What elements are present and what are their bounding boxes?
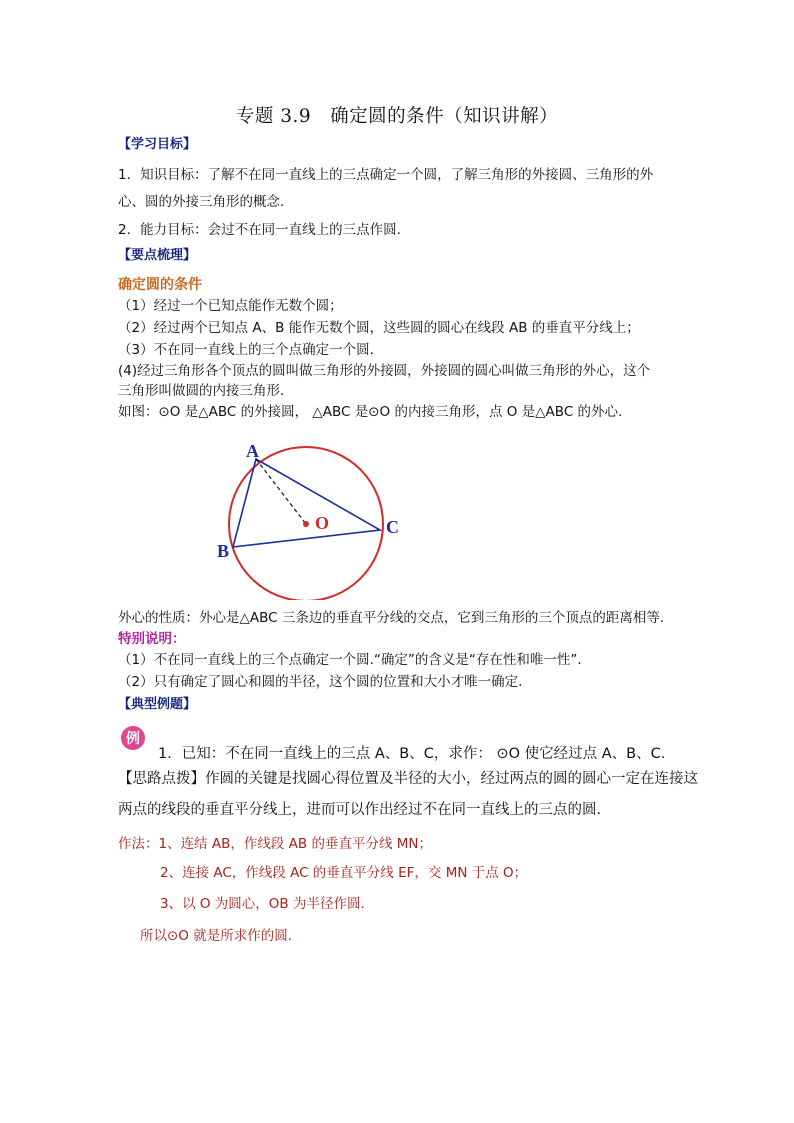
- examples-header: 【典型例题】: [118, 697, 197, 712]
- goal-line-1: 1．知识目标：了解不在同一直线上的三点确定一个圆，了解三角形的外接圆、三角形的外: [118, 167, 654, 183]
- keypoint-item-2: （2）经过两个已知点 A、B 能作无数个圆，这些圆的圆心在线段 AB 的垂直平分线上；: [118, 320, 640, 336]
- method-step-2: 2、连接 AC，作线段 AC 的垂直平分线 EF，交 MN 于点 O；: [160, 865, 528, 881]
- special-note-1: （1）不在同一直线上的三个点确定一个圆.“确定”的含义是“存在性和唯一性”.: [118, 652, 582, 668]
- special-notes-heading: 特别说明：: [118, 631, 186, 647]
- label-c: C: [386, 517, 399, 537]
- method-step-3: 3、以 O 为圆心，OB 为半径作圆.: [160, 896, 365, 912]
- keypoints-header: 【要点梳理】: [118, 248, 197, 263]
- circumcircle-diagram: [210, 436, 426, 600]
- circumcenter-property: 外心的性质：外心是△ABC 三条边的垂直平分线的交点，它到三角形的三个顶点的距离相等.: [118, 610, 665, 626]
- hint-line-1: 【思路点拨】作圆的关键是找圆心得位置及半径的大小，经过两点的圆的圆心一定在连接这: [118, 771, 698, 787]
- triangle-abc: [233, 459, 380, 547]
- label-o: O: [315, 513, 330, 533]
- example-badge-label: 例: [126, 731, 140, 747]
- keypoint-item-5: 三角形叫做圆的内接三角形.: [118, 383, 285, 399]
- example-question: 1．已知：不在同一直线上的三点 A、B、C，求作： ⊙O 使它经过点 A、B、C.: [158, 746, 666, 762]
- example-badge: [120, 725, 146, 751]
- keypoint-item-1: （1）经过一个已知点能作无数个圆；: [118, 298, 343, 314]
- radius-oa: [256, 459, 306, 524]
- center-point: [303, 521, 309, 527]
- label-a: A: [246, 441, 259, 461]
- label-b: B: [217, 541, 230, 561]
- method-conclusion: 所以⊙O 就是所求作的圆.: [140, 928, 293, 944]
- hint-line-2: 两点的线段的垂直平分线上，进而可以作出经过不在同一直线上的三点的圆.: [118, 802, 602, 818]
- figure-caption: 如图：⊙O 是△ABC 的外接圆， △ABC 是⊙O 的内接三角形，点 O 是△ABC 的外心.: [118, 404, 623, 420]
- goals-header: 【学习目标】: [118, 137, 197, 152]
- goal-line-2: 心、圆的外接三角形的概念.: [118, 194, 285, 210]
- page-title: 专题 3.9 确定圆的条件（知识讲解）: [235, 106, 559, 127]
- keypoint-item-3: （3）不在同一直线上的三个点确定一个圆.: [118, 342, 374, 358]
- special-note-2: （2）只有确定了圆心和圆的半径，这个圆的位置和大小才唯一确定.: [118, 674, 523, 690]
- goal-line-3: 2．能力目标：会过不在同一直线上的三点作圆.: [118, 222, 401, 238]
- method-step-1: 作法：1、连结 AB，作线段 AB 的垂直平分线 MN；: [118, 836, 432, 852]
- keypoint-item-4: (4)经过三角形各个顶点的圆叫做三角形的外接圆，外接圆的圆心叫做三角形的外心，这个: [118, 363, 651, 379]
- keypoints-heading: 确定圆的条件: [118, 277, 202, 293]
